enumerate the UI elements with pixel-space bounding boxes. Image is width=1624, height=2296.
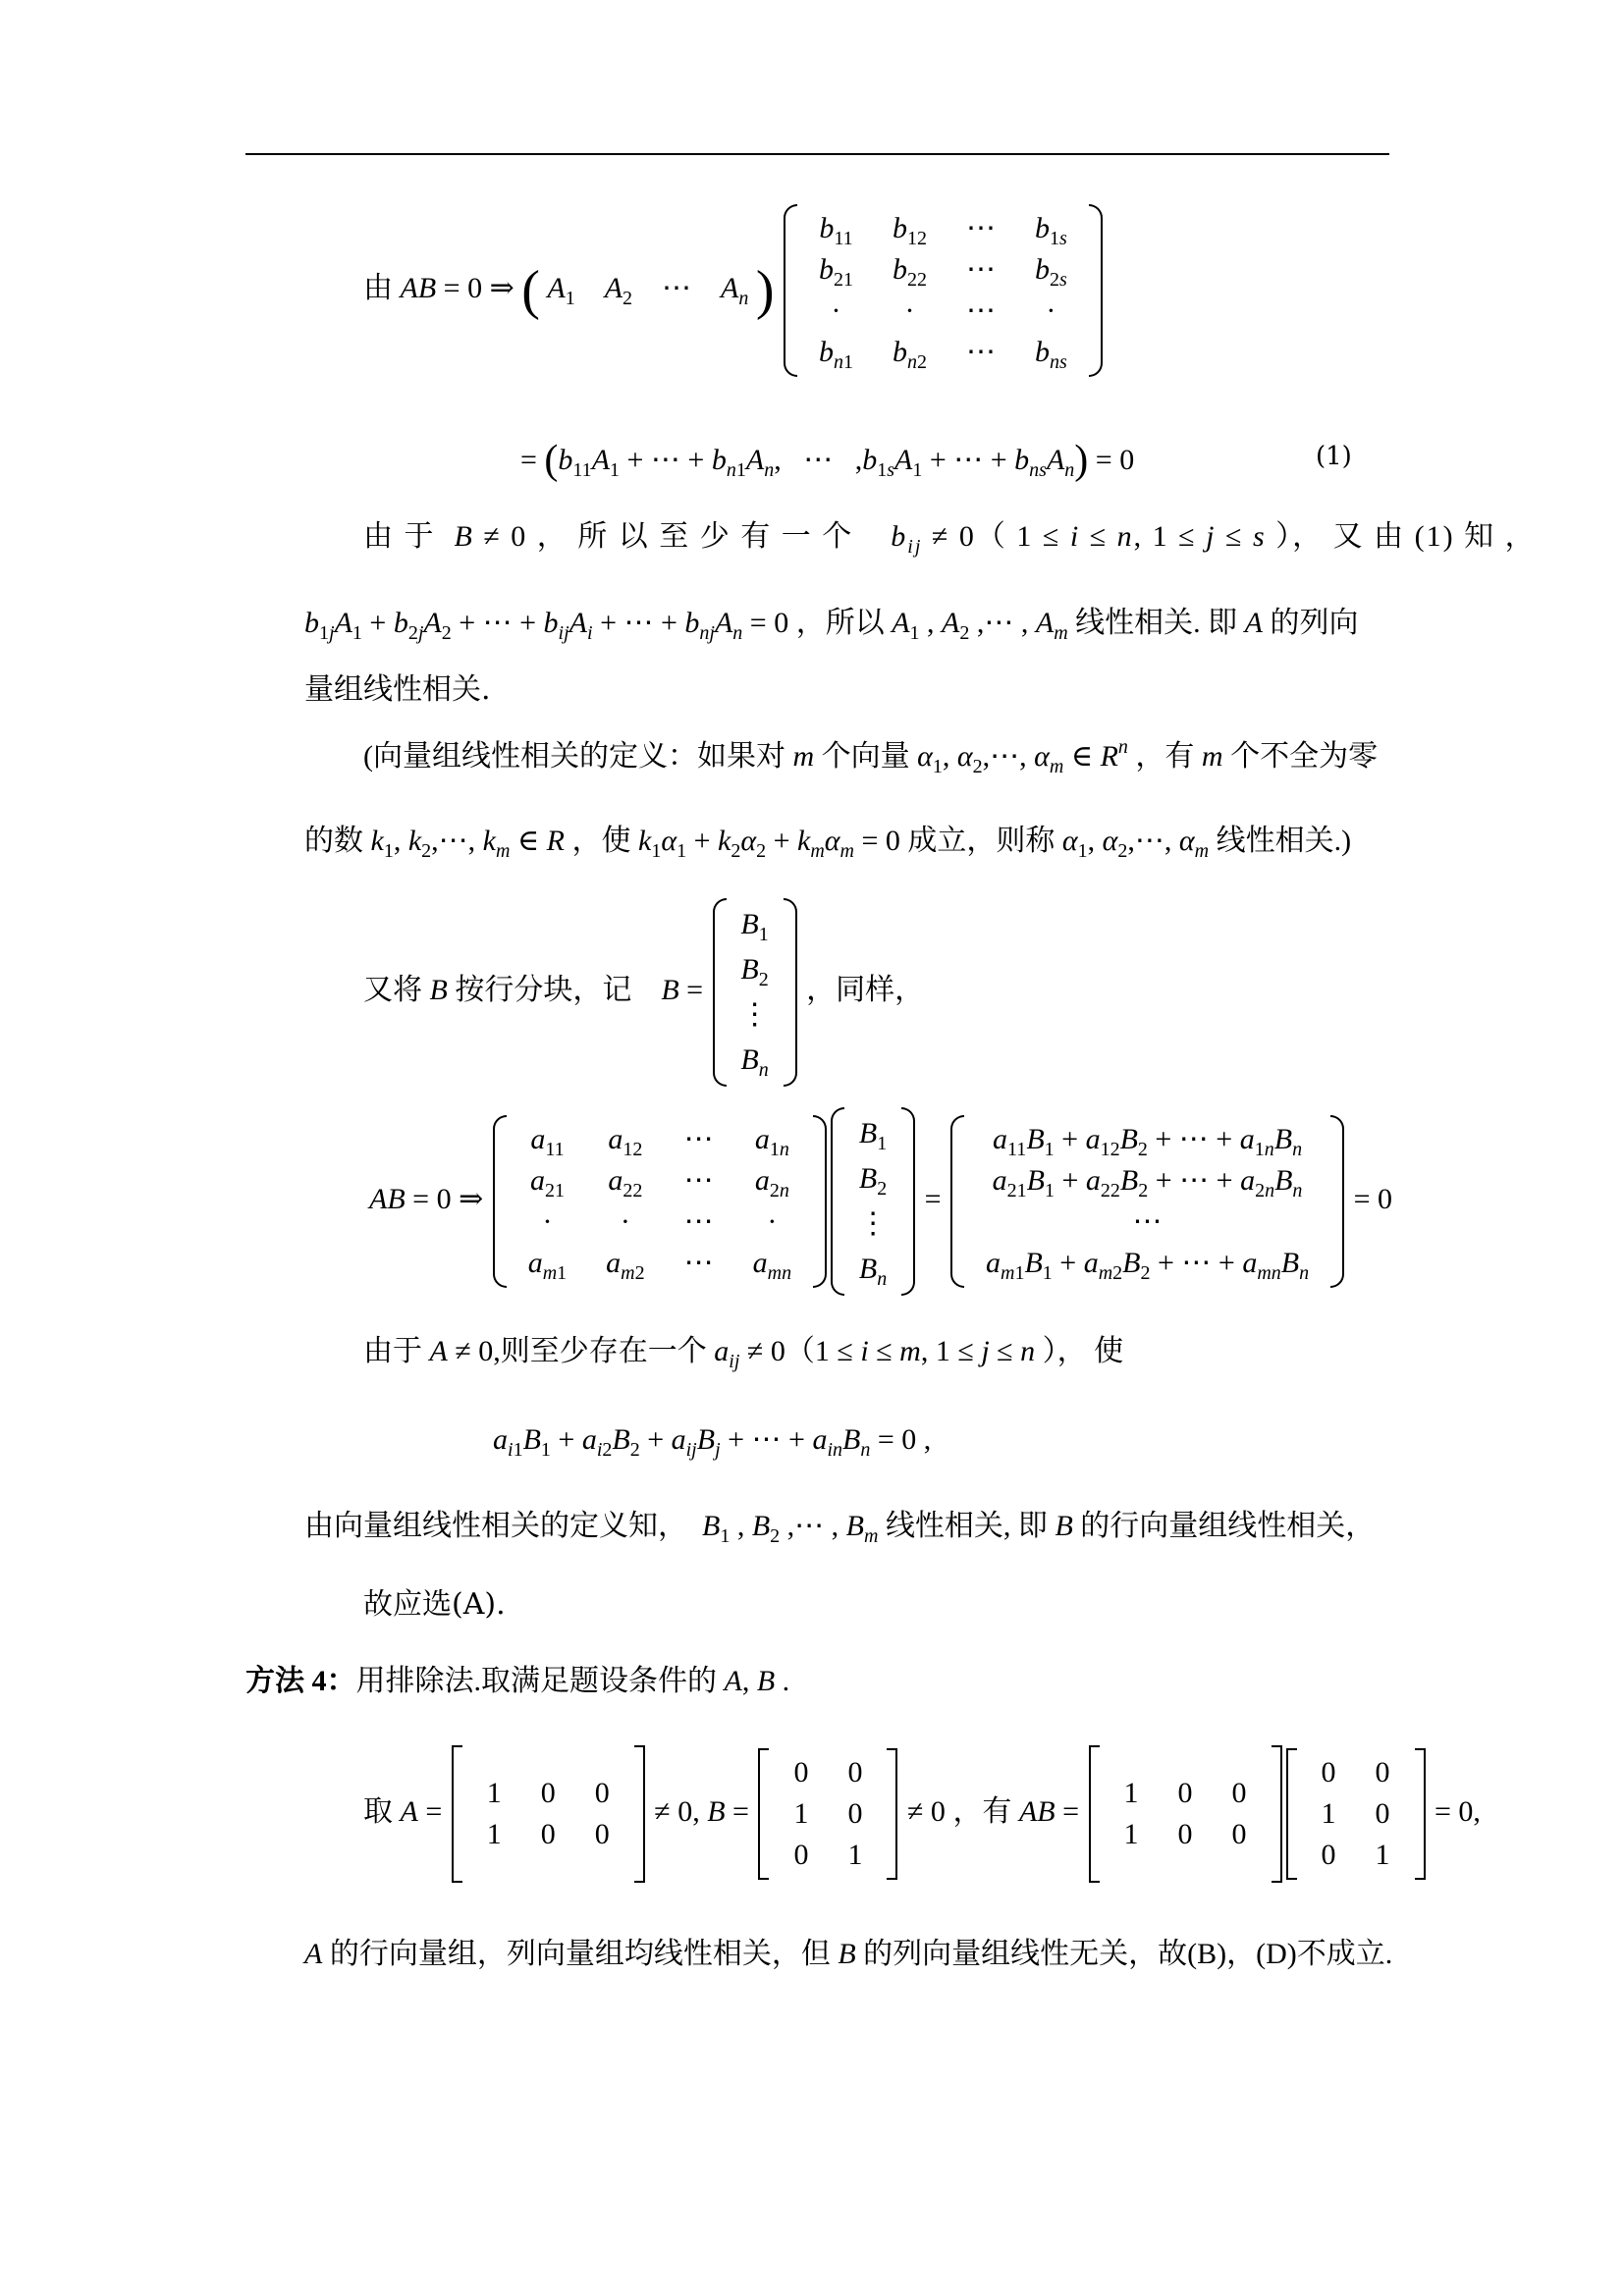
text-zhi: 知 ， [1464,520,1537,553]
matrix-example-a2: 1 0 0 1 0 0 [1087,1745,1284,1883]
method4-label: 方法 4： [245,1665,356,1697]
text-method4: 方法 4：用排除法.取满足题设条件的 A, B . [245,1665,790,1697]
matrix-example-b2: 0 0 1 0 0 1 [1284,1748,1428,1880]
text-anhang: 按行分块，记 [455,973,632,1006]
text-youyu2: 由于 [363,1335,422,1367]
text-shi: ，使 [571,825,631,857]
text-qu: 取 [363,1794,393,1828]
text-answer: 故应选(A). [363,1587,506,1622]
text-ge-xiangliang: 个向量 [821,740,910,773]
text-buquan: 个不全为零 [1230,740,1379,773]
text-line-12: 由向量组线性相关的定义知， $B_1$ , $B_2$ ,⋯ , $B_m$ 线性相关, 即 B 的行向量组线性相关， [304,1510,1376,1547]
formula-expansion: = ($b_{11}A_1$ + ⋯ + $b_{n1}A_n$, ⋯ $,b_{1s}A_1$ + ⋯ + $b_{ns}A_n) = 0$ [520,438,1135,483]
text-tongyang: ，同样， [806,973,925,1006]
text-definition-1: (向量组线性相关的定义：如果对 m 个向量 $\alpha_1$, $\alpha_2,\cdots$, $\alpha_m$ ∈ $R^n$ ，有 m 个不全为零 [363,736,1379,777]
text-de-shu: 的数 [304,825,363,857]
ref-eq1: (1) [1414,520,1455,553]
text-you: 由 [363,271,393,304]
formula-ab-product: AB = 0 ⇒ $a_{11}$ $a_{12}$ ⋯ $a_{1n}$ $a_{21}$ $a_{22}$ ⋯ $a_{2n}$ · · ⋯ · $a_{m1}$ $a_{m2}$ ⋯ $a_{mn}$ $B_1$ $B_2$ ⋮ $B_n$ = $a_{11}B_1 + a_{12}B_2$ + ⋯ + $a_{1n}B_n$ $a_{21}B_1 + a_{22}B_2$ + ⋯ + $a_{2n}B_n$ ⋯ $a_{m1}B_1 + a_{m2}B_2$ + ⋯ + $a_{mn}B_n$ = 0 [369,1107,1392,1296]
text-conclusion: A 的行向量组，列向量组均线性相关，但 B 的列向量组线性无关，故(B)，(D)不成立. [304,1938,1393,1970]
text-suoyi2: ，所以 [795,607,885,639]
matrix-b-rows-2: $B_1$ $B_2$ ⋮ $B_n$ [829,1107,917,1296]
text-chengli: 成立，则称 [907,825,1056,857]
text-you-m: ，有 [1135,740,1195,773]
matrix-b: $b_{11}$ $b_{12}$ ⋯ $b_{1s}$ $b_{21}$ $b_{22}$ ⋯ $b_{2s}$ · · ⋯ · $b_{n1}$ $b_{n2}$ ⋯ $b_{ns}$ [782,204,1105,377]
text-final-b: 的列向量组线性无关，故(B)，(D)不成立. [863,1938,1393,1970]
text-youyu: 由 于 [363,520,436,553]
text-youjiang: 又将 [363,973,422,1006]
matrix-example-a: 1 0 0 1 0 0 [450,1745,647,1883]
text-final-a: 的行向量组，列向量组均线性相关，但 [329,1938,831,1970]
matrix-example-b: 0 0 1 0 0 1 [756,1748,899,1880]
formula-ab-zero: 由 AB = 0 ⇒ ( $A_1$ $A_2$ ⋯ $A_n$ ) $b_{11}$ $b_{12}$ ⋯ $b_{1s}$ $b_{21}$ $b_{22}$ ⋯ $b_{2s}$ · · ⋯ · $b_{n1}$ $b_{n2}$ ⋯ $b_{ns}$ [363,204,1105,377]
formula-counterexample: 取 A = 1 0 0 1 0 0 ≠ 0, B = 0 0 1 0 0 1 ≠ 0 ，有 AB = 1 0 0 1 0 0 0 0 1 0 0 1 = 0, [363,1745,1481,1883]
text-line-10: 由于 A ≠ 0,则至少存在一个 $a_{ij} \ne 0(1 \le i \le m$, 1 ≤ j ≤ n ）， 使 [363,1335,1124,1372]
text-you-ab: ，有 [952,1794,1012,1828]
method4-text: 用排除法.取满足题设条件的 [355,1665,717,1697]
text-definition-2: 的数 $k_1$, $k_2,\cdots$, $k_m$ ∈ R ，使 $k_1\alpha_1 + k_2\alpha_2 + k_m\alpha_m = 0$ 成立，则称 $\alpha_1$, $\alpha_2,\cdots$, $\alpha_m$ 线性相关.) [304,825,1352,862]
text-zeshao: ,则至少存在一个 [493,1335,707,1367]
text-de-liexiang: 的列向 [1270,607,1359,639]
matrix-result: $a_{11}B_1 + a_{12}B_2$ + ⋯ + $a_{1n}B_n$ $a_{21}B_1 + a_{22}B_2$ + ⋯ + $a_{2n}B_n$ ⋯ $a_{m1}B_1 + a_{m2}B_2$ + ⋯ + $a_{mn}B_n$ [948,1115,1346,1288]
matrix-b-rows: $B_1$ $B_2$ ⋮ $B_n$ [711,898,799,1087]
text-youdef: 由向量组线性相关的定义知， [304,1510,687,1542]
text-suoyi: ， 所 以 至 少 有 一 个 [536,520,854,553]
header-rule [245,153,1389,155]
text-hangxiang: 的行向量组线性相关， [1080,1510,1376,1542]
text-youyou: ）， 又 由 [1275,520,1406,553]
text-line-4: $b_{1j}A_1 + b_{2j}A_2$ + ⋯ + $b_{ij}A_i$ + ⋯ + $b_{nj}A_n = 0$ ，所以 $A_1$ , $A_2$ ,⋯ , $A_m$ 线性相关. 即 A 的列向 [304,607,1359,644]
text-line-5: 量组线性相关. [304,672,491,707]
formula-row-combination: $a_{i1}B_1 + a_{i2}B_2 + a_{ij}B_j$ + ⋯ + $a_{in}B_n = 0$ , [493,1423,932,1461]
text-xxxg: 线性相关, 即 [885,1510,1048,1542]
formula-b-rowblock: 又将 B 按行分块，记 B = $B_1$ $B_2$ ⋮ $B_n$ ，同样， [363,898,924,1087]
text-def-open: (向量组线性相关的定义：如果对 [363,740,785,773]
text-shi2: ）， 使 [1042,1335,1124,1367]
text-line-3: 由 于 B ≠ 0 ， 所 以 至 少 有 一 个 $b_{ij} \ne 0$（ 1 ≤ i ≤ n, 1 ≤ j ≤ s ）， 又 由 (1) 知 ， [363,520,1537,558]
text-xxxg-close: 线性相关.) [1216,825,1352,857]
matrix-a: $a_{11}$ $a_{12}$ ⋯ $a_{1n}$ $a_{21}$ $a_{22}$ ⋯ $a_{2n}$ · · ⋯ · $a_{m1}$ $a_{m2}$ ⋯ $a_{mn}$ [491,1115,829,1288]
equation-number: (1) [1316,442,1352,471]
text-xxxg-ji: 线性相关. 即 [1075,607,1238,639]
